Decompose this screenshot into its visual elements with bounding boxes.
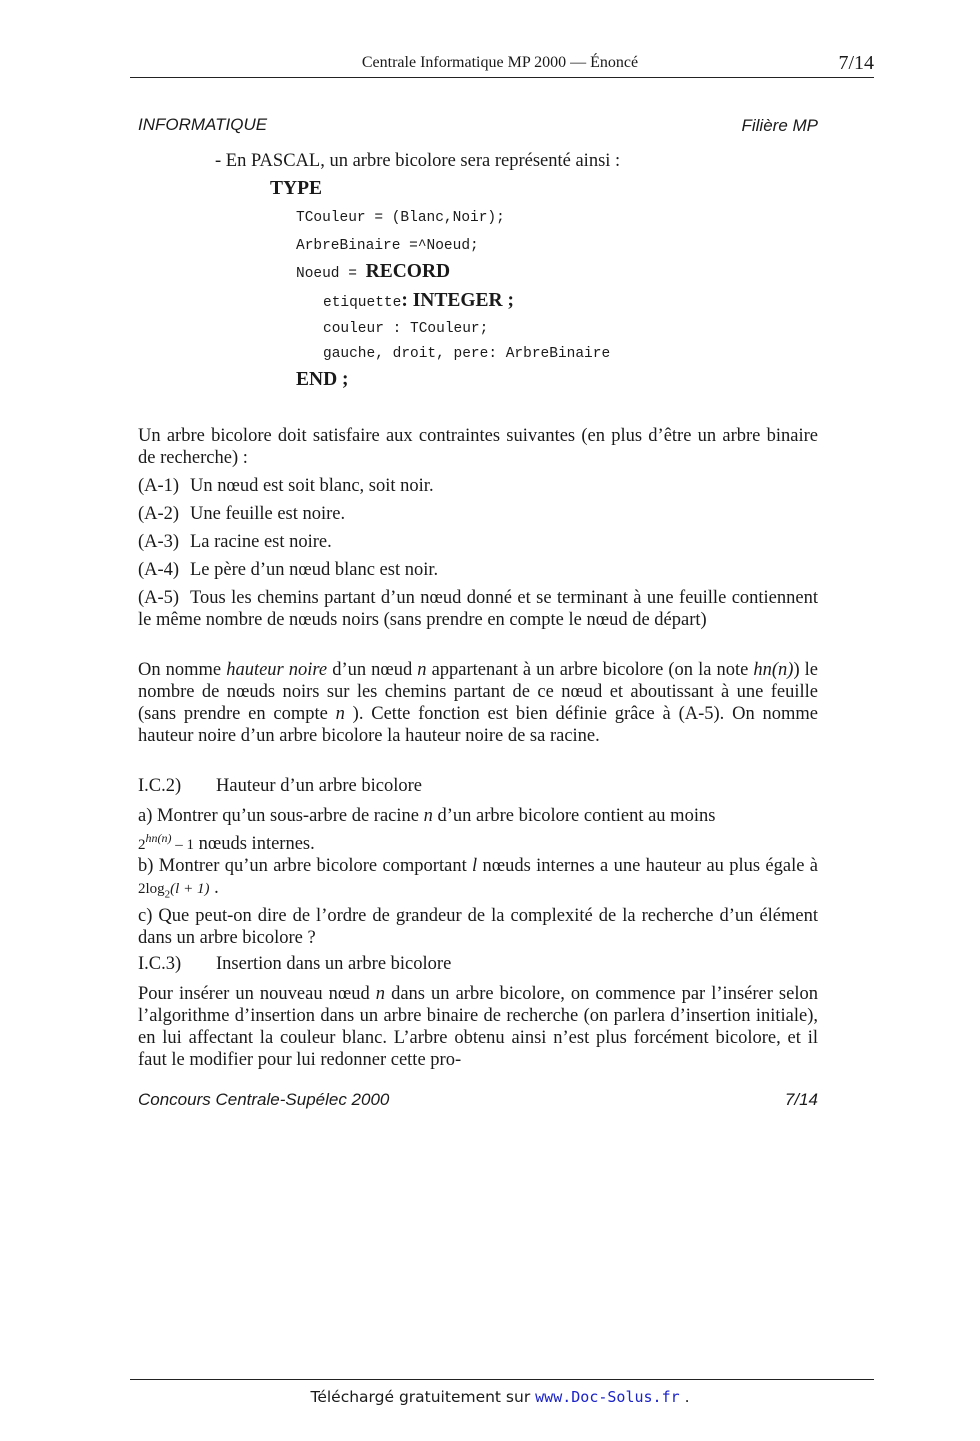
math-var: n	[417, 660, 427, 680]
footer-rule	[130, 1379, 874, 1380]
pascal-line-noeud	[296, 261, 450, 283]
constraint-a2	[138, 504, 345, 525]
constraint-label: (A-5)	[138, 588, 180, 608]
pascal-integer-keyword: : INTEGER ;	[401, 290, 515, 311]
math-base: 2	[138, 837, 146, 854]
constraint-a1	[138, 476, 434, 497]
text-run: a) Montrer qu’un sous-arbre de racine	[138, 806, 424, 826]
text-run: ) le nombre de nœuds noirs sur les chemins partant de ce nœud et aboutissant à une feuille (sans prendre en compte	[138, 660, 819, 724]
hauteur-noire-definition	[138, 659, 818, 747]
pascal-type-keyword: TYPE	[270, 178, 323, 199]
section-number: I.C.3)	[138, 954, 182, 974]
text-run: Pour insérer un nouveau nœud	[138, 984, 376, 1004]
section-number: I.C.2)	[138, 776, 182, 796]
pascal-record-keyword: RECORD	[365, 261, 451, 282]
constraint-a5	[138, 587, 818, 631]
math-var: n	[375, 984, 386, 1004]
constraint-label: (A-4)	[138, 560, 180, 580]
text-run: d’un nœud	[327, 660, 418, 680]
question-b	[138, 855, 818, 906]
constraint-text: La racine est noire.	[190, 532, 332, 552]
question-c: c) Que peut-on dire de l’ordre de grandeur de la complexité de la recherche d’un élément dans un arbre bicolore ?	[138, 906, 818, 948]
pascal-noeud-name: Noeud =	[296, 266, 366, 282]
pascal-etiquette-field: etiquette	[323, 295, 402, 311]
doc-header-subject: INFORMATIQUE	[138, 115, 268, 134]
constraint-label: (A-3)	[138, 532, 180, 552]
defined-term: hauteur noire	[226, 660, 328, 680]
section-ic2-heading	[138, 776, 422, 797]
math-log: 2log	[138, 881, 165, 897]
constraint-label: (A-1)	[138, 476, 180, 496]
math-minus-one: – 1	[171, 837, 194, 854]
constraint-text: Tous les chemins partant d’un nœud donné et se terminant à une feuille contiennent le même nombre de nœuds noirs (sans prendre en compte le nœud de départ)	[138, 588, 818, 630]
text-run: b) Montrer qu’un arbre bicolore comportant	[138, 856, 473, 876]
math-var: n	[335, 704, 345, 724]
math-hn: hn(n)	[753, 660, 794, 680]
text-run: dans un arbre bicolore, on commence par l’insérer selon l’algorithme d’insertion dans un arbre binaire de recherche (on parlera d’insertion initiale), en lui affectant la couleur blanc. L’arbre obtenu ainsi n’est plus forcément bicolore, et il faut le modifier pour lui redonner cette pro-	[138, 984, 818, 1070]
math-var: n	[423, 806, 433, 826]
running-header-page: 7/14	[838, 52, 874, 74]
pascal-intro: - En PASCAL, un arbre bicolore sera représenté ainsi :	[215, 151, 621, 171]
pascal-line-tcouleur: TCouleur = (Blanc,Noir);	[296, 210, 505, 226]
text-run: appartenant à un arbre bicolore (on la note	[426, 660, 754, 680]
download-text: Téléchargé gratuitement sur	[310, 1388, 536, 1406]
constraint-label: (A-2)	[138, 504, 180, 524]
doc-footer-contest: Concours Centrale-Supélec 2000	[138, 1090, 390, 1109]
doc-solus-link[interactable]: www.Doc-Solus.fr	[535, 1388, 680, 1406]
section-title: Hauteur d’un arbre bicolore	[216, 776, 422, 796]
pascal-line-couleur: couleur : TCouleur;	[323, 321, 489, 337]
constraint-a4	[138, 560, 438, 581]
pascal-line-arbrebinaire: ArbreBinaire =^Noeud;	[296, 238, 479, 254]
section-ic3-heading	[138, 954, 451, 975]
question-a	[138, 805, 818, 856]
math-exponent: hn(n)	[145, 831, 172, 845]
text-run: .	[209, 878, 219, 898]
constraint-a3	[138, 532, 332, 553]
text-run: On nomme	[138, 660, 227, 680]
constraint-text: Le père d’un nœud blanc est noir.	[190, 560, 439, 580]
section-title: Insertion dans un arbre bicolore	[216, 954, 452, 974]
math-var: l	[472, 856, 478, 876]
pascal-line-pointers: gauche, droit, pere: ArbreBinaire	[323, 346, 611, 362]
text-run: ). Cette fonction est bien définie grâce à (A-5). On nomme hauteur noire d’un arbre bicolore la hauteur noire de sa racine.	[138, 704, 818, 746]
math-log-base: 2	[164, 888, 171, 901]
pascal-line-etiquette	[323, 290, 514, 312]
doc-footer-page: 7/14	[784, 1090, 818, 1109]
running-header-title: Centrale Informatique MP 2000 — Énoncé	[361, 54, 639, 71]
text-run: nœuds internes.	[194, 834, 315, 855]
constraint-text: Un nœud est soit blanc, soit noir.	[190, 476, 434, 496]
constraints-intro: Un arbre bicolore doit satisfaire aux contraintes suivantes (en plus d’être un arbre binaire de recherche) :	[138, 426, 818, 468]
constraint-text: Une feuille est noire.	[190, 504, 346, 524]
math-log-arg: (l + 1)	[170, 881, 210, 897]
download-tail: .	[679, 1388, 690, 1406]
header-rule	[130, 77, 874, 78]
download-footer	[0, 1388, 980, 1406]
insertion-paragraph	[138, 983, 818, 1071]
text-run: d’un arbre bicolore contient au moins	[432, 806, 716, 826]
doc-header-filiere: Filière MP	[741, 116, 818, 135]
pascal-end-keyword: END ;	[296, 369, 349, 390]
text-run: nœuds internes a une hauteur au plus égale à	[477, 856, 818, 876]
